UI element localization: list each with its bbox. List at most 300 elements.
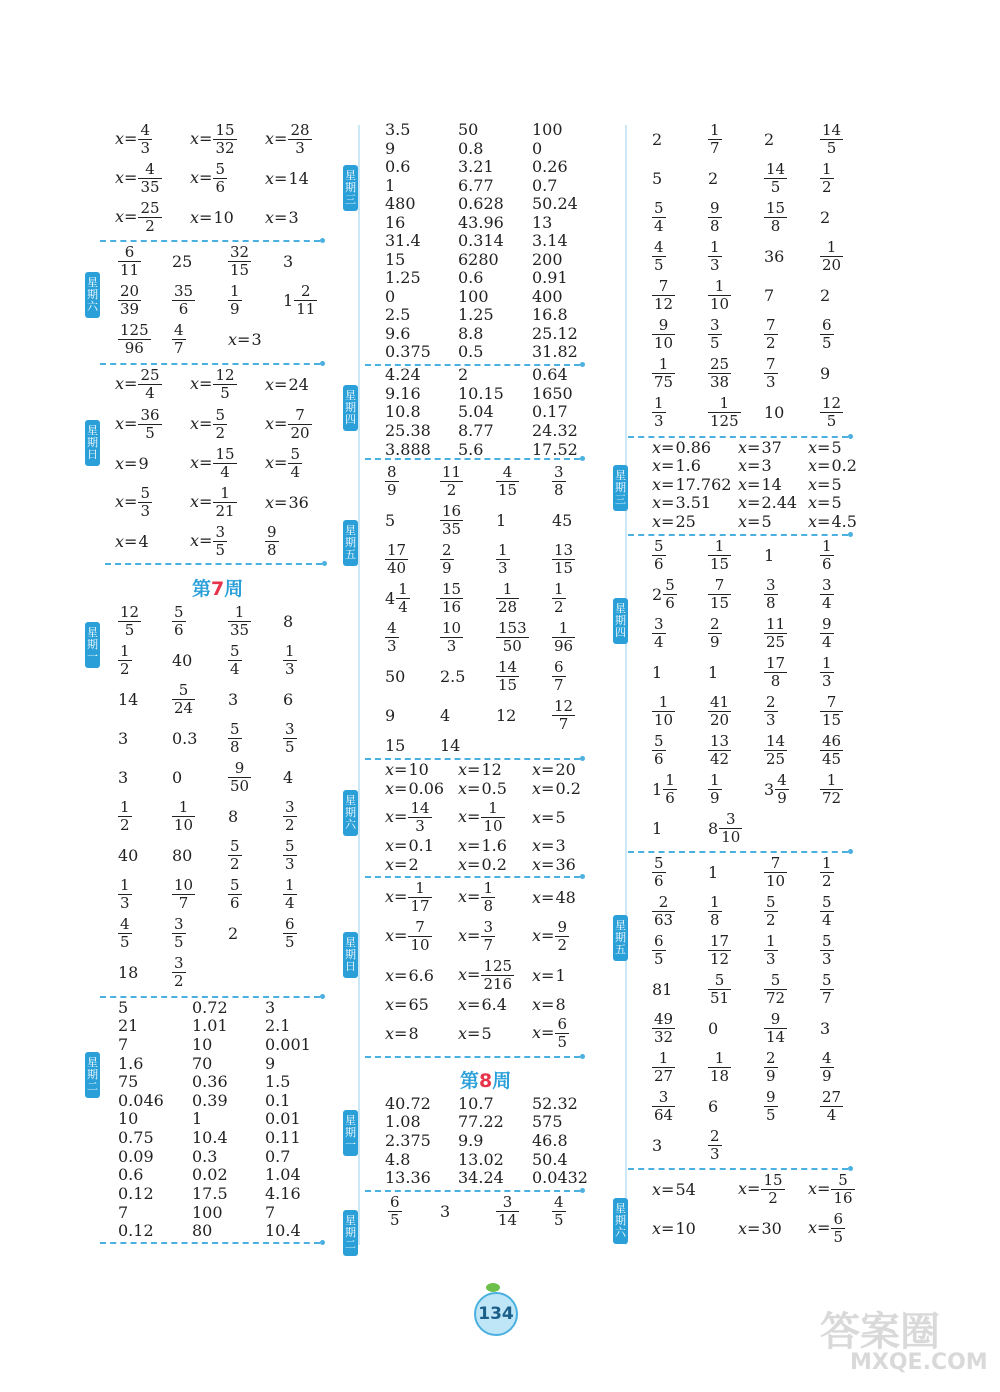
answer-cell: 13 [532, 213, 553, 232]
answer-cell: 10.4 [192, 1128, 228, 1147]
answer-cell: $\frac{1}{3}$ [285, 642, 295, 678]
answer-cell: 16 [385, 213, 406, 232]
answer-cell: 25.38 [385, 421, 431, 440]
answer-cell: 5 [385, 511, 396, 530]
answer-cell: 10.8 [385, 402, 421, 421]
answer-cell: $\frac{14}{15}$ [498, 658, 518, 694]
answer-cell: $\frac{9}{14}$ [766, 1010, 786, 1046]
answer-cell: x=36 [532, 855, 576, 874]
answer-cell: x= $\frac{1}{8}$ [458, 879, 493, 915]
answer-cell: x= $\frac{15}{32}$ [190, 121, 235, 157]
answer-cell: $\frac{5}{7}$ [822, 971, 832, 1007]
answer-cell: 80 [172, 846, 193, 865]
column-divider [358, 125, 360, 1245]
divider-dot [580, 362, 585, 367]
answer-cell: 4.8 [385, 1150, 411, 1169]
answer-cell: x=2.44 [738, 493, 798, 512]
answer-cell: $\frac{1}{96}$ [554, 619, 574, 655]
answer-cell: 1.08 [385, 1112, 421, 1131]
week-8-heading: 第8周 [460, 1070, 512, 1092]
answer-cell: $\frac{9}{5}$ [766, 1088, 776, 1124]
answer-cell: 3 [228, 690, 239, 709]
answer-cell: 80 [192, 1221, 213, 1240]
answer-cell: $\frac{1}{2}$ [822, 160, 832, 196]
answer-cell: $\frac{9}{10}$ [654, 316, 674, 352]
answer-cell: x=1.6 [652, 456, 701, 475]
answer-cell: 1 [708, 863, 719, 882]
answer-cell: $\frac{14}{25}$ [766, 732, 786, 768]
answer-cell: $\frac{5}{6}$ [654, 732, 664, 768]
answer-cell: $\frac{3}{2}$ [174, 954, 184, 990]
week-7-heading: 第7周 [192, 578, 244, 600]
answer-cell: x=6.4 [458, 995, 507, 1014]
answer-cell: 43.96 [458, 213, 504, 232]
answer-cell: $\frac{12}{5}$ [822, 394, 842, 430]
answer-cell: 2 [820, 286, 831, 305]
answer-cell: $\frac{11}{25}$ [766, 615, 786, 651]
answer-cell: x=10 [385, 760, 429, 779]
answer-cell: $\frac{1}{2}$ [822, 854, 832, 890]
answer-cell: 0.01 [265, 1109, 301, 1128]
answer-cell: $\frac{1}{15}$ [710, 537, 730, 573]
answer-cell: 21 [118, 1016, 139, 1035]
dashed-divider [100, 240, 320, 242]
answer-cell: $\frac{2}{3}$ [710, 1127, 720, 1163]
answer-cell: $\frac{5}{72}$ [766, 971, 786, 1007]
answer-cell: 10 [192, 1035, 213, 1054]
answer-cell: 8.77 [458, 421, 494, 440]
answer-cell: x= $\frac{4}{35}$ [115, 160, 160, 196]
answer-cell: x=17.762 [652, 475, 732, 494]
answer-cell: $\frac{1}{10}$ [174, 798, 194, 834]
divider-dot [848, 434, 853, 439]
day-tab-wednesday: 星期三 [343, 165, 358, 211]
answer-cell: 0.64 [532, 365, 568, 384]
answer-cell: 2 [228, 924, 239, 943]
answer-cell: 10.7 [458, 1094, 494, 1113]
dashed-divider [105, 563, 322, 565]
answer-cell: x= $\frac{7}{20}$ [265, 406, 310, 442]
answer-cell: 1 [652, 663, 663, 682]
answer-cell: $\frac{4}{3}$ [387, 619, 397, 655]
answer-cell: x= $\frac{6}{5}$ [808, 1210, 843, 1246]
day-tab-tuesday: 星期二 [85, 1052, 100, 1098]
answer-cell: x=0.5 [458, 779, 507, 798]
answer-cell: 25.12 [532, 324, 578, 343]
divider-dot [848, 532, 853, 537]
answer-cell: $\frac{15}{8}$ [766, 199, 786, 235]
answer-cell: 1.01 [192, 1016, 228, 1035]
answer-cell: $\frac{9}{4}$ [822, 615, 832, 651]
answer-cell: 15 [385, 250, 406, 269]
answer-cell: 3 [440, 1202, 451, 1221]
answer-cell: 0.12 [118, 1184, 154, 1203]
answer-cell: $\frac{6}{5}$ [822, 316, 832, 352]
answer-cell: x=5 [738, 512, 772, 531]
answer-cell: x=54 [652, 1180, 696, 1199]
answer-cell: 50.24 [532, 194, 578, 213]
answer-cell: x=30 [738, 1219, 782, 1238]
dashed-divider [100, 363, 320, 365]
answer-cell: 46.8 [532, 1131, 568, 1150]
answer-cell: 1 $\frac{1}{6}$ [652, 771, 675, 807]
answer-cell: x=3 [532, 836, 566, 855]
answer-cell: 1.25 [458, 305, 494, 324]
answer-cell: $\frac{1}{72}$ [822, 771, 842, 807]
answer-cell: x=9 [115, 454, 149, 473]
answer-cell: $\frac{1}{20}$ [822, 238, 842, 274]
answer-cell: 10.4 [265, 1221, 301, 1240]
answer-cell: $\frac{9}{8}$ [267, 523, 277, 559]
answer-cell: 5.6 [458, 440, 484, 459]
answer-cell: x=10 [652, 1219, 696, 1238]
divider-dot [580, 756, 585, 761]
dashed-divider [628, 534, 848, 536]
answer-cell: $\frac{1}{2}$ [554, 580, 564, 616]
answer-cell: $\frac{5}{3}$ [285, 837, 295, 873]
answer-cell: x=3 [228, 330, 262, 349]
answer-cell: 1 [764, 546, 775, 565]
answer-cell: 0.7 [532, 176, 558, 195]
answer-cell: $\frac{14}{5}$ [766, 160, 786, 196]
answer-cell: $\frac{2}{9}$ [766, 1049, 776, 1085]
answer-cell: $\frac{20}{39}$ [120, 282, 140, 318]
divider-dot [580, 1054, 585, 1059]
answer-cell: $\frac{7}{15}$ [710, 576, 730, 612]
answer-cell: 5 [118, 998, 129, 1017]
divider-dot [320, 1240, 325, 1245]
answer-cell: 40 [118, 846, 139, 865]
answer-cell: 480 [385, 194, 416, 213]
answer-cell: $\frac{1}{4}$ [285, 876, 295, 912]
answer-cell: x=0.2 [808, 456, 857, 475]
answer-cell: 10 [118, 1109, 139, 1128]
answer-cell: x=1.6 [458, 836, 507, 855]
answer-cell: $\frac{3}{64}$ [654, 1088, 674, 1124]
answer-cell: x=14 [738, 475, 782, 494]
dashed-divider [628, 1168, 848, 1170]
answer-cell: x=5 [808, 493, 842, 512]
answer-cell: 3 [283, 252, 294, 271]
answer-cell: 0.39 [192, 1091, 228, 1110]
answer-cell: 0.001 [265, 1035, 311, 1054]
answer-cell: x=36 [265, 493, 309, 512]
answer-cell: $\frac{4}{15}$ [498, 463, 518, 499]
answer-cell: 0.3 [192, 1147, 218, 1166]
answer-cell: x= $\frac{15}{4}$ [190, 445, 235, 481]
answer-cell: 3.21 [458, 157, 494, 176]
answer-cell: 2.1 [265, 1016, 291, 1035]
answer-cell: 4.24 [385, 365, 421, 384]
apple-leaf-icon [486, 1283, 500, 1292]
answer-cell: 9 [820, 364, 831, 383]
answer-cell: x= $\frac{9}{2}$ [532, 918, 567, 954]
dashed-divider [365, 876, 580, 878]
answer-cell: 1650 [532, 384, 573, 403]
answer-cell: x= $\frac{3}{7}$ [458, 918, 493, 954]
day-tab-tuesday: 星期二 [343, 1210, 358, 1256]
answer-cell: x=5 [808, 438, 842, 457]
answer-cell: $\frac{3}{8}$ [554, 463, 564, 499]
answer-cell: $\frac{25}{38}$ [710, 355, 730, 391]
answer-cell: $\frac{7}{15}$ [822, 693, 842, 729]
answer-cell: $\frac{1}{2}$ [120, 798, 130, 834]
answer-cell: x=25 [652, 512, 696, 531]
answer-cell: $\frac{5}{3}$ [822, 932, 832, 968]
answer-cell: $\frac{2}{9}$ [710, 615, 720, 651]
answer-cell: x= $\frac{5}{4}$ [265, 445, 300, 481]
answer-cell: $\frac{2}{63}$ [654, 893, 674, 929]
answer-cell: $\frac{1}{3}$ [654, 394, 664, 430]
answer-cell: x=12 [458, 760, 502, 779]
answer-cell: x= $\frac{5}{16}$ [808, 1171, 853, 1207]
answer-cell: x=5 [532, 808, 566, 827]
answer-cell: 50.4 [532, 1150, 568, 1169]
answer-cell: 10 [764, 403, 785, 422]
answer-cell: $\frac{15}{16}$ [442, 580, 462, 616]
answer-cell: 3 [118, 729, 129, 748]
answer-cell: x=14 [265, 169, 309, 188]
answer-cell: $\frac{3}{14}$ [498, 1193, 518, 1229]
answer-cell: 1.04 [265, 1165, 301, 1184]
answer-cell: 70 [192, 1054, 213, 1073]
answer-cell: 0.6 [385, 157, 411, 176]
day-tab-thursday: 星期四 [613, 598, 628, 644]
answer-cell: 0.8 [458, 139, 484, 158]
answer-cell: $\frac{7}{3}$ [766, 355, 776, 391]
answer-cell: x=0.86 [652, 438, 712, 457]
answer-cell: 0.628 [458, 194, 504, 213]
answer-cell: x= $\frac{6}{5}$ [532, 1015, 567, 1051]
answer-cell: 1.25 [385, 268, 421, 287]
answer-cell: 4 $\frac{1}{4}$ [385, 580, 408, 616]
day-tab-saturday: 星期六 [85, 272, 100, 318]
answer-cell: $\frac{1}{18}$ [710, 1049, 730, 1085]
answer-cell: $\frac{5}{6}$ [230, 876, 240, 912]
answer-cell: x=48 [532, 888, 576, 907]
answer-cell: 0.0432 [532, 1168, 588, 1187]
answer-cell: $\frac{3}{4}$ [654, 615, 664, 651]
answer-cell: x=20 [532, 760, 576, 779]
answer-cell: 2 $\frac{5}{6}$ [652, 576, 675, 612]
answer-cell: 14 [118, 690, 139, 709]
answer-cell: x=4 [115, 532, 149, 551]
answer-cell: 4.16 [265, 1184, 301, 1203]
answer-cell: $\frac{7}{2}$ [766, 316, 776, 352]
answer-cell: $\frac{10}{3}$ [442, 619, 462, 655]
answer-cell: x= $\frac{7}{10}$ [385, 918, 430, 954]
answer-cell: x=24 [265, 375, 309, 394]
answer-cell: 18 [118, 963, 139, 982]
answer-cell: $\frac{5}{4}$ [822, 893, 832, 929]
answer-cell: 7 [118, 1035, 129, 1054]
answer-cell: $\frac{1}{3}$ [822, 654, 832, 690]
day-tab-saturday: 星期六 [343, 790, 358, 836]
answer-cell: $\frac{13}{15}$ [554, 541, 574, 577]
answer-cell: x=65 [385, 995, 429, 1014]
answer-cell: $\frac{1}{28}$ [498, 580, 518, 616]
answer-cell: $\frac{1}{35}$ [230, 603, 250, 639]
answer-cell: x= $\frac{5}{2}$ [190, 406, 225, 442]
answer-cell: 45 [552, 511, 573, 530]
answer-cell: 24.32 [532, 421, 578, 440]
answer-cell: $\frac{3}{2}$ [285, 798, 295, 834]
answer-cell: 2.5 [385, 305, 411, 324]
answer-cell: 31.82 [532, 342, 578, 361]
divider-dot [848, 849, 853, 854]
answer-cell: 1 [496, 511, 507, 530]
answer-cell: $\frac{4}{9}$ [822, 1049, 832, 1085]
answer-cell: 0.75 [118, 1128, 154, 1147]
answer-cell: 81 [652, 980, 673, 999]
answer-cell: $\frac{5}{51}$ [710, 971, 730, 1007]
answer-cell: 6 [283, 690, 294, 709]
dashed-divider [628, 851, 848, 853]
answer-cell: 40 [172, 651, 193, 670]
answer-cell: $\frac{1}{9}$ [230, 282, 240, 318]
answer-cell: $\frac{1}{75}$ [654, 355, 674, 391]
divider-dot [848, 1166, 853, 1171]
answer-cell: 4 [440, 706, 451, 725]
answer-cell: $\frac{7}{12}$ [654, 277, 674, 313]
answer-cell: $\frac{1}{2}$ [120, 642, 130, 678]
answer-cell: 9.6 [385, 324, 411, 343]
answer-cell: $\frac{5}{2}$ [766, 893, 776, 929]
answer-cell: x=0.06 [385, 779, 445, 798]
answer-cell: 0.1 [265, 1091, 291, 1110]
answer-cell: $\frac{1}{3}$ [766, 932, 776, 968]
answer-cell: 0.17 [532, 402, 568, 421]
answer-cell: 400 [532, 287, 563, 306]
answer-cell: $\frac{9}{8}$ [710, 199, 720, 235]
answer-cell: 0.11 [265, 1128, 301, 1147]
watermark-logo: 答案圈 [820, 1309, 940, 1355]
answer-cell: 0.6 [458, 268, 484, 287]
answer-cell: 12 [496, 706, 517, 725]
answer-cell: $\frac{46}{45}$ [822, 732, 842, 768]
answer-cell: $\frac{1}{6}$ [822, 537, 832, 573]
answer-cell: 575 [532, 1112, 563, 1131]
answer-cell: 0.12 [118, 1221, 154, 1240]
answer-cell: 1.5 [265, 1072, 291, 1091]
answer-cell: x=10 [190, 208, 234, 227]
answer-cell: 8 $\frac{3}{10}$ [708, 810, 741, 846]
answer-cell: $\frac{6}{11}$ [120, 243, 140, 279]
answer-cell: $\frac{11}{2}$ [442, 463, 462, 499]
answer-cell: x= $\frac{12}{5}$ [190, 366, 235, 402]
answer-cell: 2.5 [440, 667, 466, 686]
answer-cell: 3.5 [385, 120, 411, 139]
answer-cell: 0.09 [118, 1147, 154, 1166]
answer-cell: $\frac{12}{7}$ [554, 697, 574, 733]
answer-cell: $\frac{4}{5}$ [120, 915, 130, 951]
answer-cell: 25 [172, 252, 193, 271]
answer-cell: 40.72 [385, 1094, 431, 1113]
answer-cell: $\frac{1}{9}$ [710, 771, 720, 807]
answer-cell: $\frac{5}{4}$ [654, 199, 664, 235]
answer-cell: $\frac{16}{35}$ [442, 502, 462, 538]
answer-cell: 100 [192, 1203, 223, 1222]
answer-cell: x=8 [532, 995, 566, 1014]
answer-cell: x=0.2 [532, 779, 581, 798]
answer-cell: $\frac{8}{9}$ [387, 463, 397, 499]
answer-cell: 0.91 [532, 268, 568, 287]
answer-cell: $\frac{4}{5}$ [654, 238, 664, 274]
day-tab-saturday: 星期六 [613, 1198, 628, 1244]
answer-cell: 6.77 [458, 176, 494, 195]
answer-cell: x=1 [532, 966, 566, 985]
answer-cell: 200 [532, 250, 563, 269]
answer-cell: 75 [118, 1072, 139, 1091]
answer-cell: 15 [385, 736, 406, 755]
answer-cell: 1 $\frac{2}{11}$ [283, 282, 316, 318]
day-tab-friday: 星期五 [613, 915, 628, 961]
answer-cell: x= $\frac{1}{17}$ [385, 879, 430, 915]
answer-cell: $\frac{6}{5}$ [654, 932, 664, 968]
answer-cell: $\frac{12}{5}$ [120, 603, 140, 639]
divider-dot [580, 1188, 585, 1193]
answer-cell: 5.04 [458, 402, 494, 421]
answer-cell: x=0.2 [458, 855, 507, 874]
answer-cell: 0.046 [118, 1091, 164, 1110]
answer-cell: 3.14 [532, 231, 568, 250]
answer-cell: $\frac{5}{8}$ [230, 720, 240, 756]
answer-cell: x=8 [385, 1024, 419, 1043]
answer-cell: 4 [283, 768, 294, 787]
answer-cell: 8 [283, 612, 294, 631]
answer-cell: x= $\frac{36}{5}$ [115, 406, 160, 442]
answer-cell: 50 [385, 667, 406, 686]
answer-cell: 2 [708, 169, 719, 188]
answer-cell: 7 [764, 286, 775, 305]
divider-dot [320, 361, 325, 366]
answer-cell: 1 [652, 819, 663, 838]
answer-cell: x= $\frac{25}{4}$ [115, 366, 160, 402]
answer-cell: 0 [708, 1019, 719, 1038]
answer-cell: x= $\frac{1}{21}$ [190, 484, 235, 520]
answer-cell: 2 [652, 130, 663, 149]
answer-cell: x=37 [738, 438, 782, 457]
answer-cell: x=6.6 [385, 966, 434, 985]
answer-cell: 0.02 [192, 1165, 228, 1184]
answer-cell: 1 [708, 663, 719, 682]
answer-cell: $\frac{35}{6}$ [174, 282, 194, 318]
answer-cell: 1.6 [118, 1054, 144, 1073]
answer-cell: x=4.5 [808, 512, 857, 531]
answer-cell: x= $\frac{14}{3}$ [385, 799, 430, 835]
answer-cell: $\frac{3}{5}$ [174, 915, 184, 951]
answer-cell: 9.9 [458, 1131, 484, 1150]
answer-cell: 9 [385, 706, 396, 725]
answer-cell: 14 [440, 736, 461, 755]
answer-cell: x= $\frac{5}{3}$ [115, 484, 150, 520]
answer-cell: x=2 [385, 855, 419, 874]
answer-cell: $\frac{3}{4}$ [822, 576, 832, 612]
answer-cell: 36 [764, 247, 785, 266]
answer-cell: 0.7 [265, 1147, 291, 1166]
answer-cell: $\frac{1}{10}$ [710, 277, 730, 313]
day-tab-wednesday: 星期三 [613, 465, 628, 511]
answer-cell: 3 [820, 1019, 831, 1038]
answer-cell: 0.26 [532, 157, 568, 176]
answer-cell: 0 [385, 287, 396, 306]
watermark-url: MXQE.COM [850, 1350, 988, 1375]
answer-cell: $\frac{5}{24}$ [174, 681, 194, 717]
answer-cell: $\frac{1}{3}$ [710, 238, 720, 274]
answer-cell: x= $\frac{4}{3}$ [115, 121, 150, 157]
answer-cell: $\frac{5}{6}$ [174, 603, 184, 639]
answer-cell: x=5 [808, 475, 842, 494]
